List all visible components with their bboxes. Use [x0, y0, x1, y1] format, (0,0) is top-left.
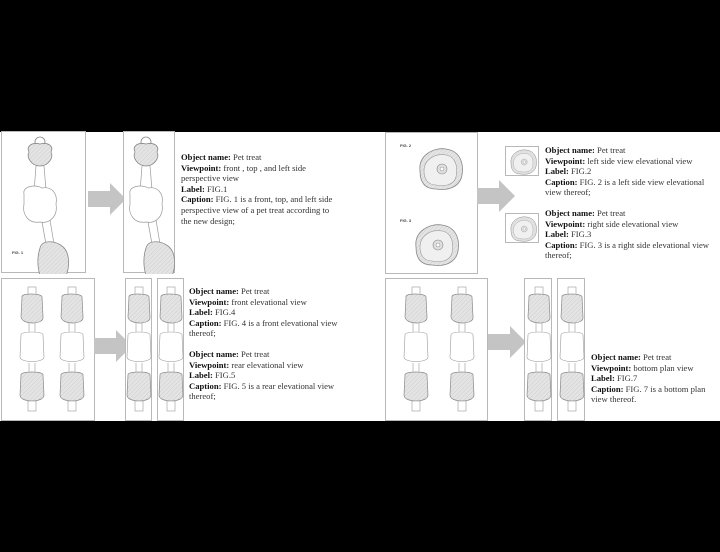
source-figure-box-fig1 — [1, 131, 86, 273]
arrow-right-icon — [488, 326, 528, 360]
annotation-fig2-3 — [545, 145, 720, 271]
annotation-fig1 — [181, 152, 341, 236]
object-name-label: Object name: — [545, 207, 595, 218]
extracted-view-box-fig7a — [524, 278, 552, 421]
annotation-entry — [591, 352, 720, 405]
annotation-entry — [545, 208, 720, 261]
caption-value: FIG. 5 is a rear elevational view thereof; — [189, 380, 335, 402]
extracted-view-box-fig1 — [123, 131, 175, 273]
object-name-value: Pet treat — [597, 145, 626, 155]
fig3-tag: FIG. 3 — [400, 218, 412, 223]
source-figure-box-fig2-3 — [385, 132, 478, 274]
pet-treat-right-side-crop — [506, 214, 540, 244]
label-label: Label: — [189, 370, 213, 381]
object-name-value: Pet treat — [233, 152, 262, 162]
pet-treat-left-side-crop — [506, 147, 540, 177]
pet-treat-bottom-crop — [525, 279, 553, 422]
source-figure-box-fig4-5 — [1, 278, 95, 421]
label-label: Label: — [545, 166, 569, 177]
label-value: FIG.4 — [215, 307, 236, 318]
caption-value: FIG. 1 is a front, top, and left side perspective view of a pet treat according to the new design; — [181, 194, 333, 226]
object-name-label: Object name: — [545, 145, 595, 155]
source-figure-box-fig7 — [385, 278, 488, 421]
viewpoint-value: right side elevational view — [587, 218, 679, 229]
viewpoint-value: bottom plan view — [633, 362, 694, 373]
viewpoint-label: Viewpoint: — [181, 162, 222, 173]
pet-treat-rear-crop — [158, 279, 185, 422]
pet-treat-elevational-drawings — [2, 279, 96, 422]
caption-value: FIG. 2 is a left side view elevational view thereof; — [545, 176, 705, 198]
pet-treat-bottom-drawings — [386, 279, 489, 422]
label-value: FIG.7 — [617, 373, 638, 384]
object-name-value: Pet treat — [241, 286, 270, 296]
object-name-value: Pet treat — [597, 207, 626, 218]
pet-treat-perspective-crop — [124, 132, 176, 274]
annotation-fig7 — [591, 352, 720, 415]
object-name-label: Object name: — [181, 152, 231, 162]
annotation-entry — [189, 286, 357, 339]
object-name-label: Object name: — [591, 352, 641, 362]
arrow-right-icon — [88, 183, 128, 217]
viewpoint-value: left side view elevational view — [587, 155, 693, 166]
object-name-label: Object name: — [189, 286, 239, 296]
caption-label: Caption: — [545, 239, 578, 250]
arrow-right-icon — [477, 180, 517, 214]
pet-treat-front-crop — [126, 279, 153, 422]
viewpoint-label: Viewpoint: — [591, 362, 632, 373]
object-name-value: Pet treat — [643, 352, 672, 362]
caption-label: Caption: — [545, 176, 578, 187]
label-value: FIG.3 — [571, 229, 592, 240]
label-value: FIG.1 — [207, 183, 228, 194]
caption-label: Caption: — [591, 383, 624, 394]
label-value: FIG.5 — [215, 370, 236, 381]
caption-label: Caption: — [181, 194, 214, 205]
label-label: Label: — [591, 373, 615, 384]
extracted-view-box-fig3 — [505, 213, 539, 243]
object-name-value: Pet treat — [241, 348, 270, 359]
viewpoint-value: rear elevational view — [231, 359, 304, 370]
label-label: Label: — [181, 183, 205, 194]
pet-treat-bottom-crop-2 — [558, 279, 586, 422]
object-name-label: Object name: — [189, 348, 239, 359]
extracted-view-box-fig5 — [157, 278, 184, 421]
caption-value: FIG. 3 is a right side elevational view thereof; — [545, 239, 709, 261]
caption-label: Caption: — [189, 317, 222, 328]
extracted-view-box-fig2 — [505, 146, 539, 176]
fig2-tag: FIG. 2 — [400, 143, 412, 148]
viewpoint-value: front , top , and left side perspective view — [181, 162, 306, 184]
annotation-entry — [181, 152, 341, 226]
label-label: Label: — [189, 307, 213, 318]
extracted-view-box-fig4 — [125, 278, 152, 421]
label-label: Label: — [545, 229, 569, 240]
annotation-entry — [189, 349, 357, 402]
annotation-entry — [545, 145, 720, 198]
caption-label: Caption: — [189, 380, 222, 391]
caption-value: FIG. 4 is a front elevational view thereof; — [189, 317, 338, 339]
viewpoint-label: Viewpoint: — [189, 296, 230, 307]
viewpoint-label: Viewpoint: — [545, 218, 586, 229]
extracted-view-box-fig7b — [557, 278, 585, 421]
annotation-fig4-5 — [189, 286, 357, 412]
fig-tag: FIG. 1 — [12, 250, 24, 255]
caption-value: FIG. 7 is a bottom plan view thereof. — [591, 383, 706, 405]
viewpoint-label: Viewpoint: — [189, 359, 230, 370]
viewpoint-value: front elevational view — [231, 296, 307, 307]
label-value: FIG.2 — [571, 166, 592, 177]
viewpoint-label: Viewpoint: — [545, 155, 586, 166]
pet-treat-side-drawings — [386, 133, 479, 275]
